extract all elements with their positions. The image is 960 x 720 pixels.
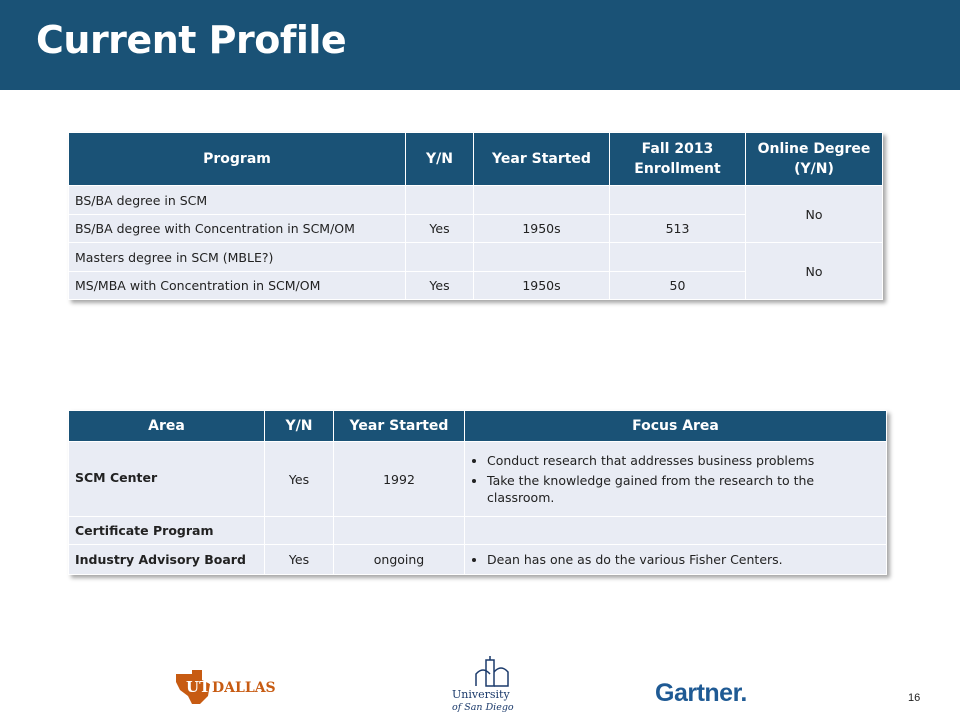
table-row	[69, 186, 883, 215]
table-row	[69, 517, 887, 545]
svg-text:University: University	[452, 688, 510, 701]
table-row	[69, 243, 883, 272]
program-cell: Masters degree in SCM (MBLE?)	[69, 243, 406, 272]
yn-cell: Yes	[265, 545, 334, 575]
gartner-logo: Gartner.	[655, 679, 747, 707]
focus-item: • Take the knowledge gained from the research to the classroom.	[487, 472, 878, 506]
program-table	[68, 132, 883, 300]
yn-cell	[265, 517, 334, 545]
enrollment-cell	[610, 186, 746, 215]
svg-text:of San Diego: of San Diego	[452, 702, 514, 713]
enrollment-cell: 50	[610, 272, 746, 300]
table-row	[69, 545, 887, 575]
yn-cell: Yes	[406, 272, 474, 300]
yn-cell: Yes	[265, 442, 334, 517]
column-header-program: Program	[69, 133, 406, 186]
year-cell: 1950s	[474, 215, 610, 243]
column-header-yn: Y/N	[406, 133, 474, 186]
table-header-row	[69, 133, 883, 186]
focus-cell	[465, 442, 887, 517]
column-header-focus-area: Focus Area	[465, 411, 887, 442]
focus-cell	[465, 545, 887, 575]
program-cell: BS/BA degree in SCM	[69, 186, 406, 215]
table-header-row	[69, 411, 887, 442]
column-header-year-started: Year Started	[474, 133, 610, 186]
column-header-enrollment: Fall 2013 Enrollment	[610, 133, 746, 186]
yn-cell	[406, 186, 474, 215]
page-title: Current Profile	[36, 18, 347, 62]
page-number: 16	[908, 692, 921, 704]
online-degree-cell: No	[746, 186, 883, 243]
year-cell: 1950s	[474, 272, 610, 300]
online-degree-cell: No	[746, 243, 883, 300]
yn-cell	[406, 243, 474, 272]
area-cell: SCM Center	[69, 442, 265, 517]
ut-dallas-logo	[174, 668, 284, 708]
focus-item: • Conduct research that addresses business problems	[487, 452, 878, 469]
area-cell: Industry Advisory Board	[69, 545, 265, 575]
area-cell: Certificate Program	[69, 517, 265, 545]
table-row	[69, 442, 887, 517]
column-header-online-degree: Online Degree (Y/N)	[746, 133, 883, 186]
focus-item: • Dean has one as do the various Fisher Centers.	[487, 551, 878, 568]
svg-text:DALLAS: DALLAS	[212, 680, 276, 696]
focus-cell	[465, 517, 887, 545]
column-header-yn: Y/N	[265, 411, 334, 442]
focus-list	[473, 452, 878, 506]
focus-list	[473, 551, 878, 568]
year-cell	[474, 243, 610, 272]
column-header-area: Area	[69, 411, 265, 442]
yn-cell: Yes	[406, 215, 474, 243]
program-cell: MS/MBA with Concentration in SCM/OM	[69, 272, 406, 300]
university-of-san-diego-logo	[450, 656, 522, 714]
column-header-year-started: Year Started	[334, 411, 465, 442]
year-cell: 1992	[334, 442, 465, 517]
enrollment-cell	[610, 243, 746, 272]
year-cell: ongoing	[334, 545, 465, 575]
svg-text:UT: UT	[186, 678, 211, 696]
enrollment-cell: 513	[610, 215, 746, 243]
year-cell	[474, 186, 610, 215]
program-cell: BS/BA degree with Concentration in SCM/OM	[69, 215, 406, 243]
year-cell	[334, 517, 465, 545]
area-table	[68, 410, 887, 575]
